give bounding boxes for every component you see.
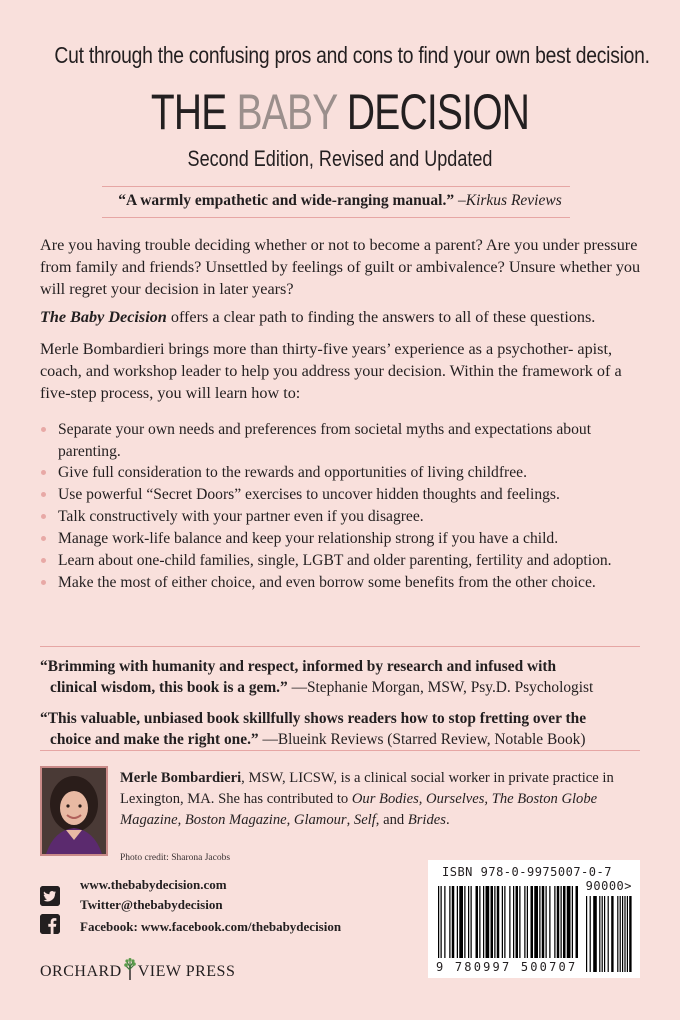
- barcode-bar: [486, 886, 490, 958]
- addon-bar: [608, 896, 609, 972]
- summary-paragraph: The Baby Decision offers a clear path to finding the answers to all of these questions.: [40, 308, 596, 326]
- book-title: [75, 84, 605, 140]
- barcode-bar: [576, 886, 579, 958]
- addon-bar: [599, 896, 600, 972]
- barcode-bar: [494, 886, 495, 958]
- barcode-bar: [516, 886, 519, 958]
- barcode-bar: [452, 886, 455, 958]
- tagline: Cut through the confusing pros and cons to find your own best decision.: [54, 42, 650, 68]
- tree-icon: [123, 958, 137, 985]
- list-item: Use powerful “Secret Doors” exercises to uncover hidden thoughts and feelings.: [40, 484, 644, 506]
- endorsement-line1: “Brimming with humanity and respect, informed by research and infused with: [40, 658, 557, 675]
- barcode-bar: [438, 886, 439, 958]
- list-item: Talk constructively with your partner even if you disagree.: [40, 506, 644, 528]
- book-subtitle: Second Edition, Revised and Updated: [187, 146, 493, 171]
- divider-bottom: [40, 750, 640, 751]
- barcode-bar: [546, 886, 547, 958]
- barcode-bar: [539, 886, 540, 958]
- barcode-bar: [549, 886, 550, 958]
- addon-bar: [590, 896, 591, 972]
- barcode-bar: [572, 886, 573, 958]
- title-the: THE: [150, 84, 237, 140]
- barcode-bar: [483, 886, 484, 958]
- addon-bar: [593, 896, 597, 972]
- barcode-bar: [504, 886, 505, 958]
- barcode-bar: [479, 886, 480, 958]
- author-name: Merle Bombardieri: [120, 770, 242, 786]
- endorsement-blueink: [40, 708, 650, 750]
- price-code: 90000>: [585, 879, 632, 893]
- barcode-bar: [468, 886, 469, 958]
- barcode-bar: [471, 886, 472, 958]
- barcode-bar: [502, 886, 503, 958]
- pull-quote-text: “A warmly empathetic and wide-ranging manual.”: [118, 192, 455, 209]
- divider-top: [102, 186, 570, 187]
- facebook-f-icon: [40, 914, 60, 934]
- twitter-bird-icon: [40, 886, 60, 906]
- photo-credit: Photo credit: Sharona Jacobs: [120, 853, 231, 863]
- list-item: Learn about one-child families, single, LGBT and older parenting, fertility and adoption.: [40, 550, 644, 572]
- barcode-bar: [567, 886, 571, 958]
- barcode-bar: [524, 886, 525, 958]
- book-title-inline: The Baby Decision: [40, 308, 167, 326]
- barcode-bar: [441, 886, 442, 958]
- list-item: Give full consideration to the rewards and opportunities of living childfree.: [40, 462, 644, 484]
- barcode-bar: [459, 886, 463, 958]
- barcode-bar: [497, 886, 500, 958]
- ean-digits: 9 780997 500707: [436, 960, 578, 974]
- barcode-bar: [527, 886, 528, 958]
- endorsement-line2: choice and make the right one.”: [50, 731, 259, 748]
- facebook-link[interactable]: Facebook: www.facebook.com/thebabydecision: [80, 919, 342, 934]
- title-accent-word: BABY: [236, 84, 337, 140]
- barcode-bar: [509, 886, 510, 958]
- barcode-bar: [491, 886, 494, 958]
- publisher-logo: ORCHARD VIEW PRESS: [40, 958, 235, 985]
- addon-bar: [602, 896, 603, 972]
- addon-bar: [586, 896, 587, 972]
- author-photo: [40, 766, 108, 856]
- barcode-bar: [449, 886, 450, 958]
- addon-bar: [611, 896, 613, 972]
- addon-bar: [629, 896, 631, 972]
- endorsement-morgan: [40, 656, 650, 698]
- barcode-bar: [531, 886, 534, 958]
- barcode-bar: [561, 886, 562, 958]
- divider-middle: [40, 646, 640, 647]
- isbn-number: ISBN 978-0-9975007-0-7: [442, 865, 612, 879]
- addon-bar: [620, 896, 621, 972]
- list-item: Make the most of either choice, and even borrow some benefits from the other choice.: [40, 572, 644, 594]
- list-item: Separate your own needs and preferences from societal myths and expectations about parenting.: [40, 419, 644, 462]
- barcode-bar: [542, 886, 545, 958]
- barcode-bar: [513, 886, 514, 958]
- endorsement-line2: clinical wisdom, this book is a gem.”: [50, 679, 288, 696]
- list-item: Manage work-life balance and keep your relationship strong if you have a child.: [40, 528, 644, 550]
- barcode-bar: [534, 886, 538, 958]
- website-link[interactable]: www.thebabydecision.com: [80, 877, 227, 892]
- barcode-bar: [457, 886, 458, 958]
- barcode-bar: [444, 886, 445, 958]
- isbn-barcode: [428, 860, 640, 978]
- title-decision: DECISION: [336, 84, 530, 140]
- addon-bar: [622, 896, 623, 972]
- barcode-bar: [557, 886, 560, 958]
- barcode-bar: [476, 886, 479, 958]
- intro-paragraph: Are you having trouble deciding whether or not to become a parent? Are you under pressure from family and friends? Unsettled by feelings of guilt or ambivalence? Unsure whether you will regret your decision in later years?: [40, 236, 641, 298]
- addon-bar: [604, 896, 605, 972]
- divider-top-2: [102, 217, 570, 218]
- barcode-bar: [519, 886, 520, 958]
- barcode-bar: [554, 886, 555, 958]
- pull-quote-source: Kirkus Reviews: [465, 192, 562, 209]
- addon-bar: [627, 896, 628, 972]
- endorsement-line1: “This valuable, unbiased book skillfully shows readers how to stop fretting over the: [40, 710, 587, 727]
- pull-quote-dash: –: [454, 192, 466, 209]
- author-intro-paragraph: Merle Bombardieri brings more than thirty-five years’ experience as a psychother- apist, coach, and workshop leader to help you address your decision. Within the framework of a five-step process, you will learn how to:: [40, 340, 622, 402]
- addon-bar: [617, 896, 618, 972]
- endorsement-attribution: —Stephanie Morgan, MSW, Psy.D. Psychologist: [287, 679, 594, 696]
- addon-bar: [624, 896, 625, 972]
- benefits-list: [40, 419, 644, 594]
- twitter-handle[interactable]: Twitter@thebabydecision: [80, 897, 223, 912]
- barcode-bar: [563, 886, 566, 958]
- pull-quote: [0, 192, 680, 210]
- author-bio: Merle Bombardieri, MSW, LICSW, is a clinical social worker in private practice in Lexington, MA. She has contributed to Our Bodies, Ourselves, The Boston Globe Magazine, Boston Magazine, Glamour, Self, and Brides.: [120, 770, 614, 828]
- barcode-bar: [464, 886, 465, 958]
- endorsement-attribution: —Blueink Reviews (Starred Review, Notable Book): [258, 731, 586, 748]
